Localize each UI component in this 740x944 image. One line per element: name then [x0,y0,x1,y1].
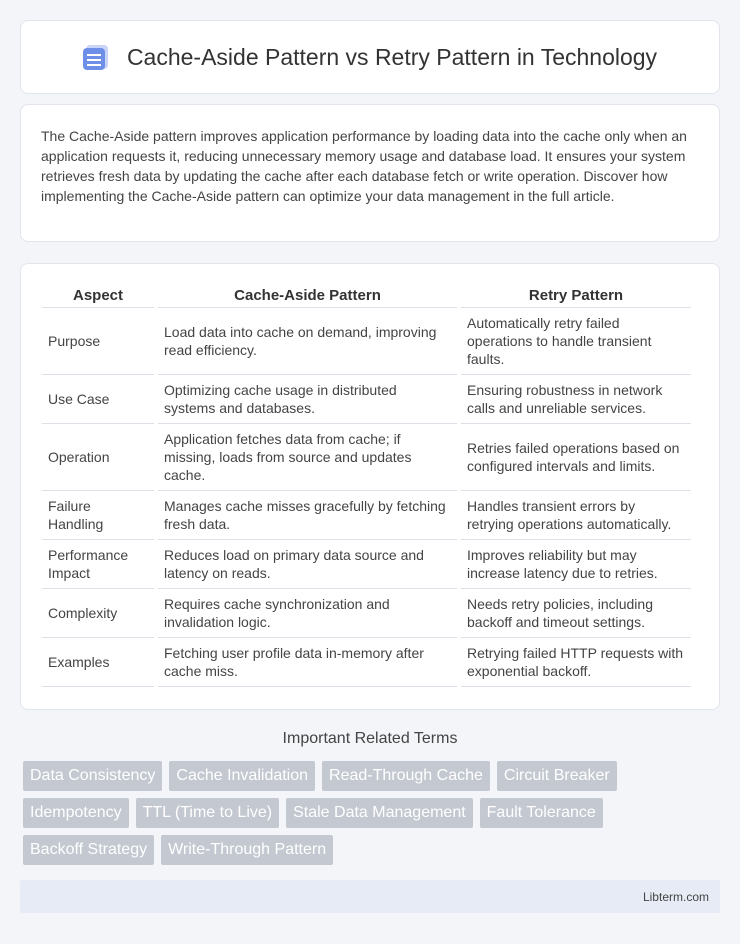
table-header-row [42,286,691,308]
footer-site-link[interactable]: Libterm.com [642,890,709,904]
page-title: Cache-Aside Pattern vs Retry Pattern in Technology [126,43,658,70]
row-retry: Retries failed operations based on configured intervals and limits. [461,424,691,491]
related-term-tag[interactable]: Write-Through Pattern [161,835,333,865]
table-row [42,308,691,375]
related-term-tag[interactable]: TTL (Time to Live) [136,798,280,828]
row-cache-aside: Manages cache misses gracefully by fetching fresh data. [158,491,457,540]
footer [20,880,720,913]
row-retry: Handles transient errors by retrying operations automatically. [461,491,691,540]
row-aspect: Failure Handling [42,491,154,540]
intro-text: The Cache-Aside pattern improves application performance by loading data into the cache only when an application requests it, reducing unnecessary memory usage and database load. It ensures your system retrieves fresh data by updating the cache after each database fetch or write operation. Discover how implementing the Cache-Aside pattern can optimize your data management in the full article. [41,128,687,204]
comparison-card [20,263,720,710]
row-aspect: Examples [42,638,154,687]
row-cache-aside: Reduces load on primary data source and latency on reads. [158,540,457,589]
table-row [42,424,691,491]
table-row [42,589,691,638]
table-row [42,375,691,424]
related-term-tag[interactable]: Idempotency [23,798,129,828]
related-terms-list [23,761,623,865]
row-retry: Needs retry policies, including backoff and timeout settings. [461,589,691,638]
related-term-tag[interactable]: Data Consistency [23,761,162,791]
row-aspect: Performance Impact [42,540,154,589]
row-retry: Retrying failed HTTP requests with exponential backoff. [461,638,691,687]
row-aspect: Operation [42,424,154,491]
table-row [42,540,691,589]
row-retry: Automatically retry failed operations to handle transient faults. [461,308,691,375]
related-term-tag[interactable]: Read-Through Cache [322,761,490,791]
related-term-tag[interactable]: Stale Data Management [286,798,473,828]
header-card [20,20,720,94]
column-header-cache-aside: Cache-Aside Pattern [158,286,457,308]
related-term-tag[interactable]: Fault Tolerance [480,798,603,828]
related-term-tag[interactable]: Cache Invalidation [169,761,315,791]
row-aspect: Purpose [42,308,154,375]
column-header-aspect: Aspect [42,286,154,308]
row-cache-aside: Application fetches data from cache; if missing, loads from source and updates cache. [158,424,457,491]
row-aspect: Use Case [42,375,154,424]
row-aspect: Complexity [42,589,154,638]
column-header-retry: Retry Pattern [461,286,691,308]
table-row [42,638,691,687]
related-term-tag[interactable]: Backoff Strategy [23,835,154,865]
document-icon [83,44,109,70]
row-cache-aside: Optimizing cache usage in distributed systems and databases. [158,375,457,424]
row-cache-aside: Fetching user profile data in-memory after cache miss. [158,638,457,687]
intro-card [20,104,720,242]
row-retry: Improves reliability but may increase latency due to retries. [461,540,691,589]
related-term-tag[interactable]: Circuit Breaker [497,761,617,791]
row-cache-aside: Requires cache synchronization and invalidation logic. [158,589,457,638]
row-cache-aside: Load data into cache on demand, improving read efficiency. [158,308,457,375]
table-row [42,491,691,540]
related-terms-title: Important Related Terms [282,730,458,747]
comparison-table [38,286,695,687]
row-retry: Ensuring robustness in network calls and unreliable services. [461,375,691,424]
